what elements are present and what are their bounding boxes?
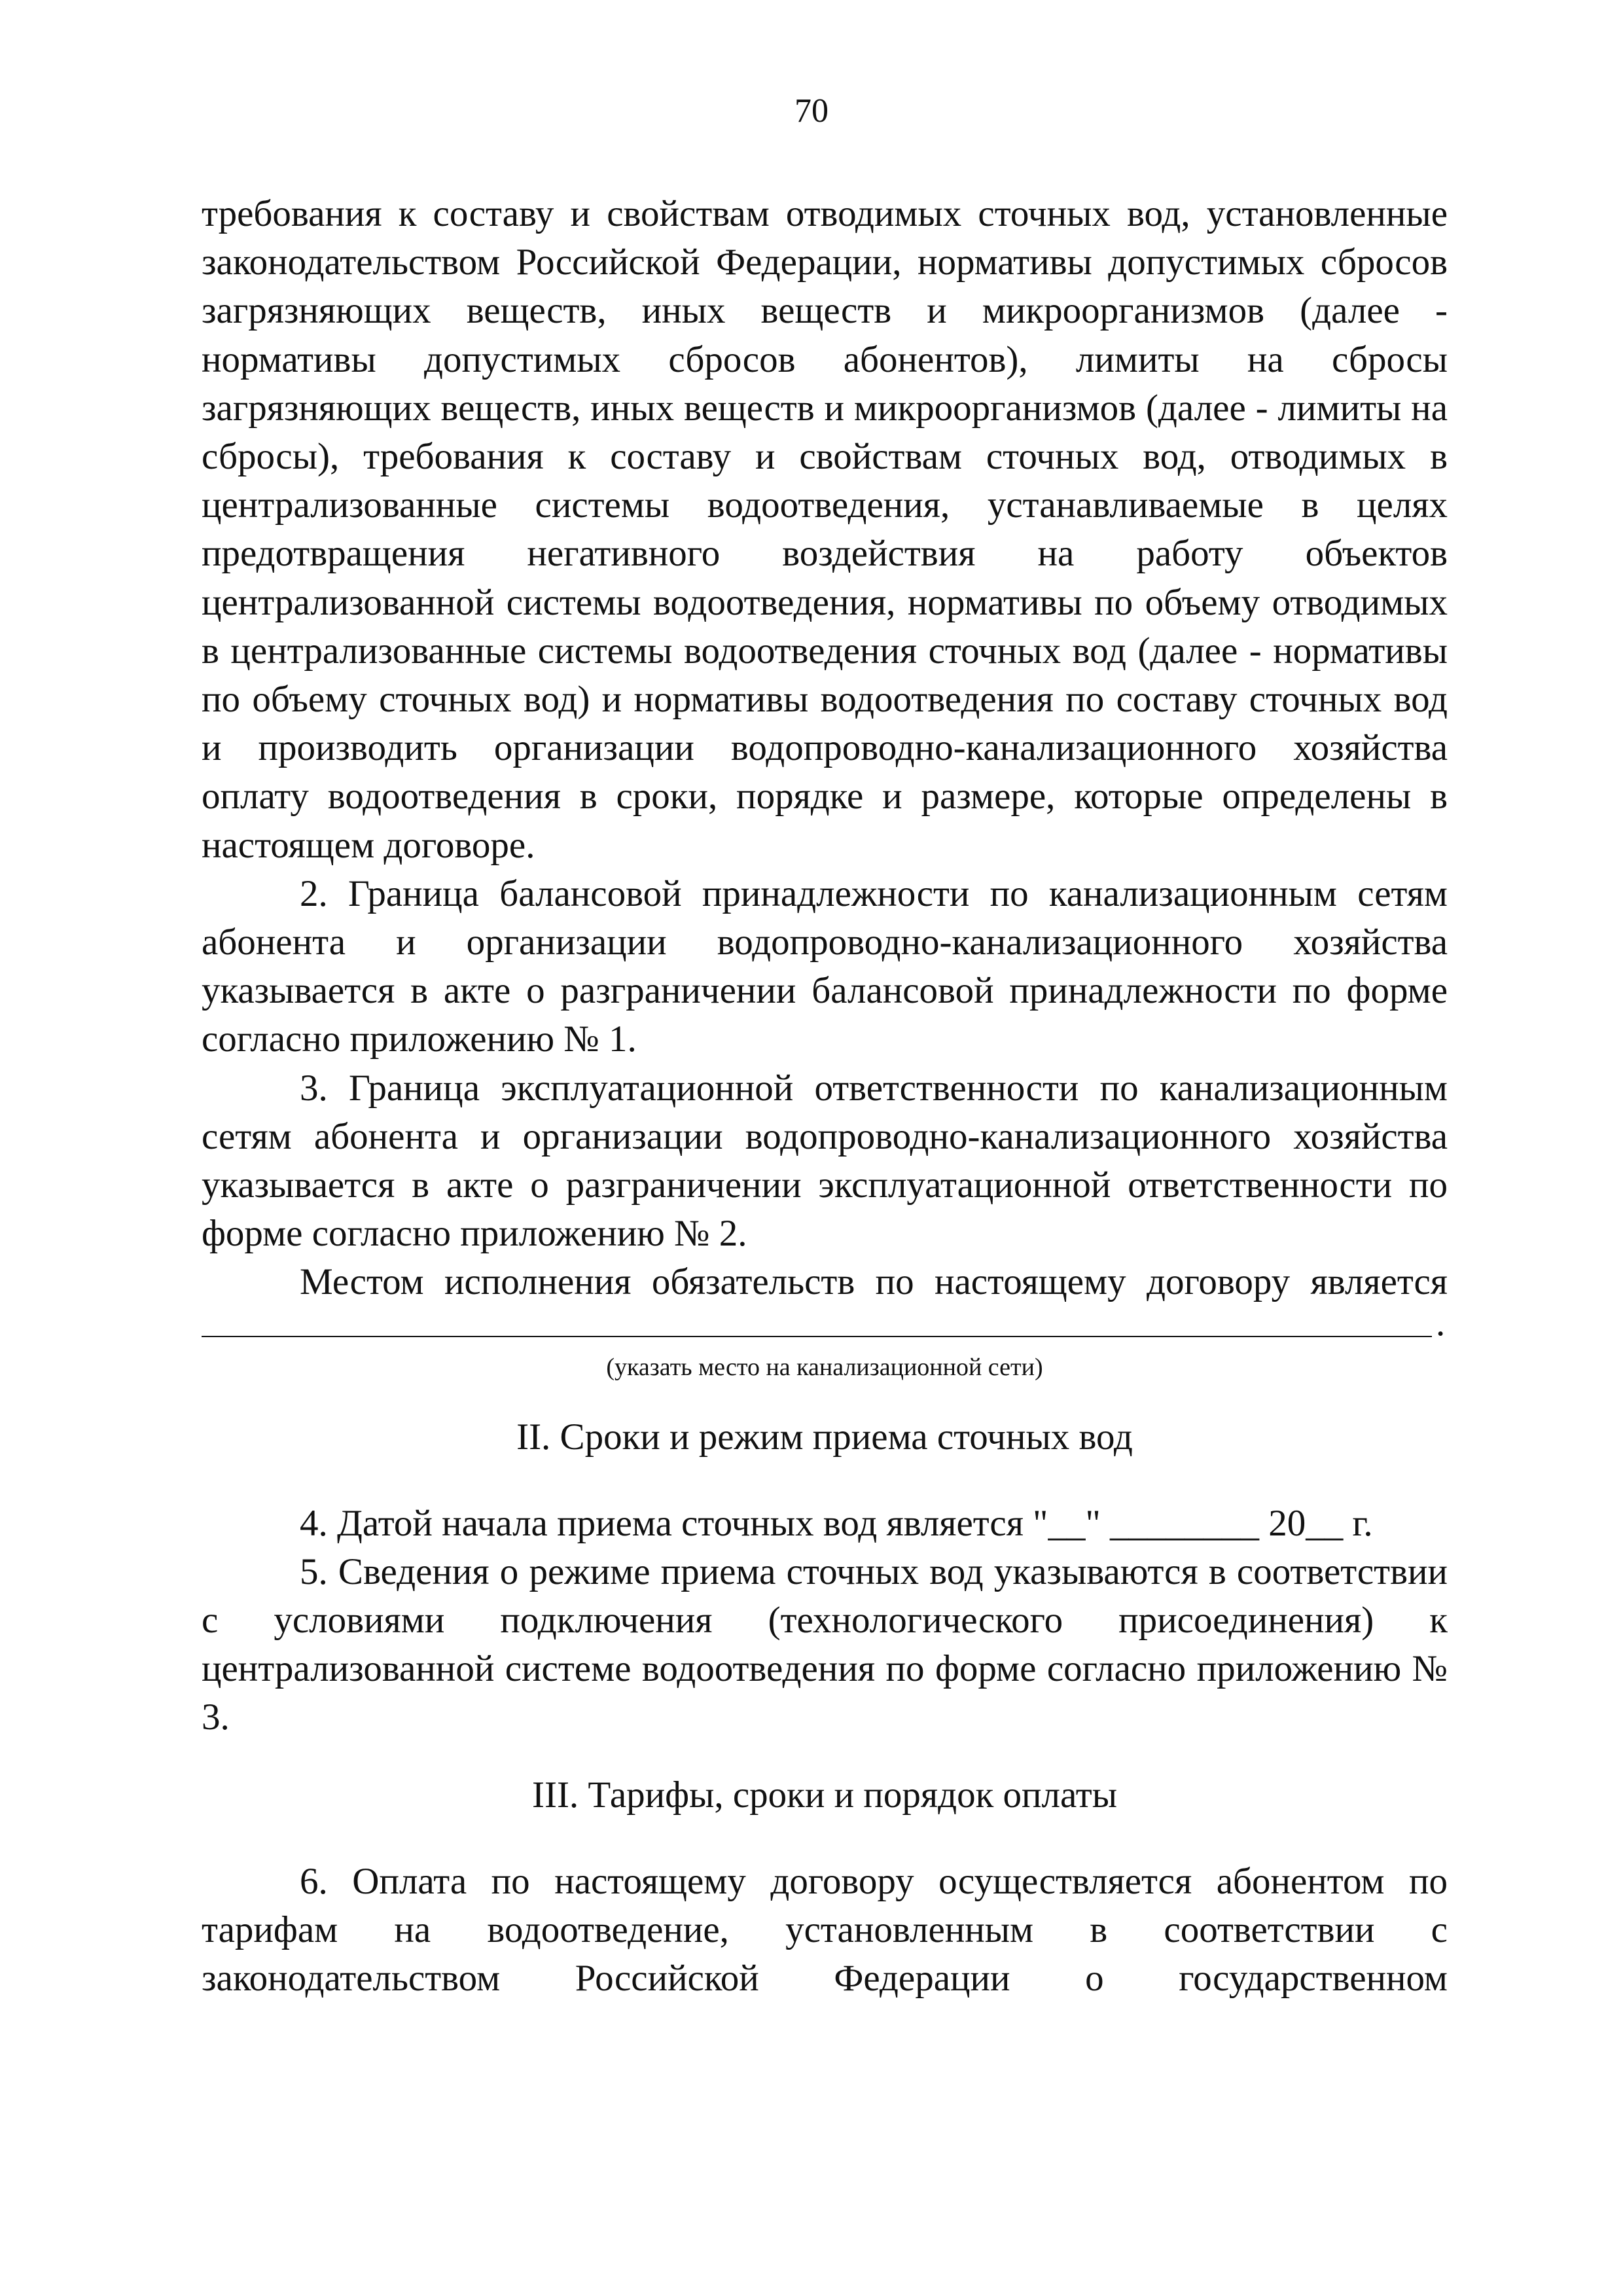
document-body	[202, 190, 1448, 2003]
place-fill-dot: .	[1436, 1302, 1446, 1344]
paragraph-item-3: 3. Граница эксплуатационной ответственности по канализационным сетям абонента и организации водопроводно-канализационного хозяйства указывается в акте о разграничении эксплуатационной ответственности по форме согласно приложению № 2.	[202, 1067, 1448, 1255]
paragraph-place-of-performance: Местом исполнения обязательств по настоящему договору является	[300, 1261, 1448, 1303]
section-3-heading: III. Тарифы, сроки и порядок оплаты	[531, 1774, 1118, 1816]
place-caption: (указать место на канализационной сети)	[606, 1353, 1043, 1381]
paragraph-item-2: 2. Граница балансовой принадлежности по канализационным сетям абонента и организации водопроводно-канализационного хозяйства указывается в акте о разграничении балансовой принадлежности по форме согласно приложению № 1.	[202, 872, 1448, 1060]
place-fill-line	[202, 1336, 1432, 1337]
paragraph-item-4: 4. Датой начала приема сточных вод является "__" ________ 20__ г.	[300, 1502, 1373, 1544]
section-2-heading: II. Сроки и режим приема сточных вод	[516, 1416, 1133, 1458]
page-number: 70	[794, 92, 829, 130]
paragraph-obligations: требования к составу и свойствам отводимых сточных вод, установленные законодательством Российской Федерации, нормативы допустимых сбросов загрязняющих веществ, иных веществ и микроорганизмов (далее - нормативы допустимых сбросов абонентов), лимиты на сбросы загрязняющих веществ, иных веществ и микроорганизмов (далее - лимиты на сбросы), требования к составу и свойствам сточных вод, отводимых в централизованные системы водоотведения, устанавливаемые в целях предотвращения негативного воздействия на работу объектов централизованной системы водоотведения, нормативы по объему отводимых в централизованные системы водоотведения сточных вод (далее - нормативы по объему сточных вод) и нормативы водоотведения по составу сточных вод и производить организации водопроводно-канализационного хозяйства оплату водоотведения в сроки, порядке и размере, которые определены в настоящем договоре.	[202, 193, 1448, 866]
paragraph-item-5: 5. Сведения о режиме приема сточных вод указываются в соответствии с условиями подключения (технологического присоединения) к централизованной системе водоотведения по форме согласно приложению № 3.	[202, 1551, 1448, 1738]
paragraph-item-6: 6. Оплата по настоящему договору осуществляется абонентом по тарифам на водоотведение, установленным в соответствии с законодательством Российской Федерации о государственном	[202, 1860, 1448, 2000]
place-fill-line-row	[202, 1302, 1448, 1344]
